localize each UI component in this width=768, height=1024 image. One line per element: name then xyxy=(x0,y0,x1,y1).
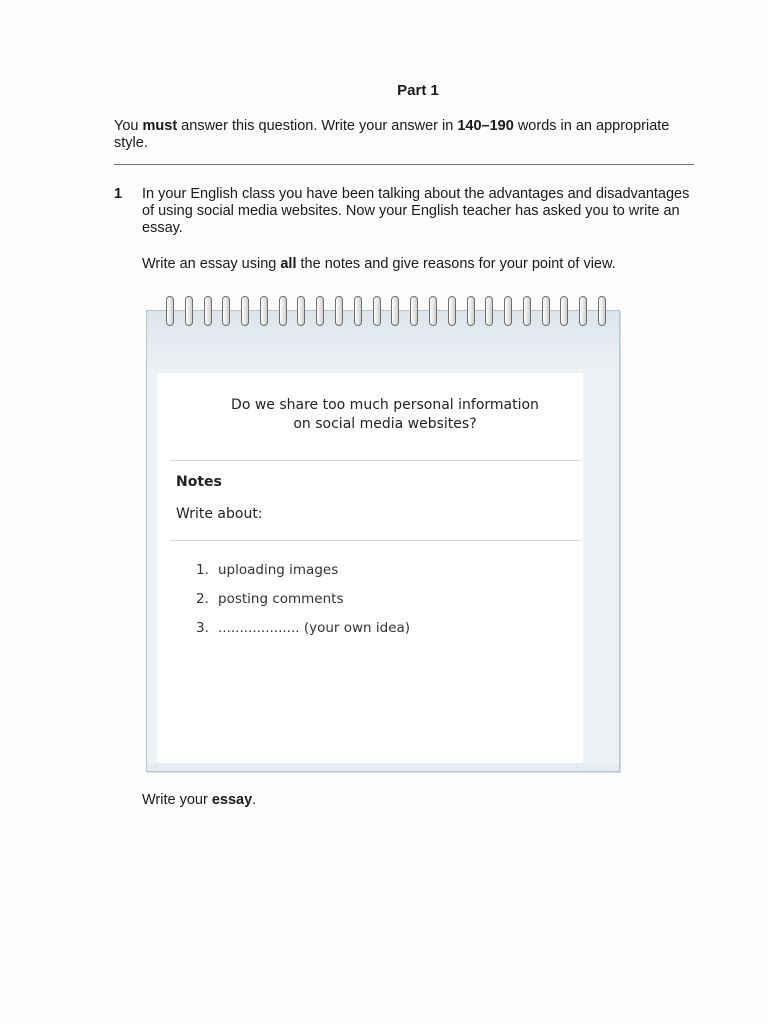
spiral-ring xyxy=(335,296,343,326)
spiral-ring xyxy=(354,296,362,326)
spiral-ring xyxy=(429,296,437,326)
write-essay-text-2: . xyxy=(252,792,257,808)
list-item xyxy=(196,560,410,589)
spiral-ring xyxy=(260,296,268,326)
write-essay-prompt xyxy=(142,792,256,808)
list-item-text: uploading images xyxy=(218,562,339,578)
instructions-word-range: 140–190 xyxy=(457,118,514,134)
spiral-ring xyxy=(523,296,531,326)
list-item-number: 1. xyxy=(196,562,209,578)
notepad-divider xyxy=(170,540,580,541)
spiral-ring xyxy=(560,296,568,326)
spiral-ring xyxy=(222,296,230,326)
spiral-ring xyxy=(579,296,587,326)
write-essay-bold: essay xyxy=(211,792,253,808)
list-item-number: 3. xyxy=(196,620,209,636)
spiral-ring xyxy=(542,296,550,326)
spiral-ring xyxy=(410,296,418,326)
question-instruction-text-1: Write an essay using xyxy=(142,256,281,272)
instructions-text-1: You xyxy=(114,118,143,134)
question-text: In your English class you have been talking about the advantages and disadvantages of using social media websites. Now your English teacher has asked you to write an essay. xyxy=(142,186,690,236)
spiral-ring xyxy=(598,296,606,326)
question-instruction xyxy=(142,256,702,273)
spiral-ring xyxy=(467,296,475,326)
spiral-ring xyxy=(373,296,381,326)
instructions-must: must xyxy=(142,118,178,134)
spiral-binding xyxy=(166,296,606,330)
list-item-number: 2. xyxy=(196,591,209,607)
notes-list xyxy=(196,560,410,647)
part-instructions xyxy=(114,118,674,152)
essay-question-line-2: on social media websites? xyxy=(293,416,477,432)
list-item-text: posting comments xyxy=(218,591,344,607)
question-number: 1 xyxy=(114,186,123,202)
spiral-ring xyxy=(204,296,212,326)
write-essay-text-1: Write your xyxy=(142,792,212,808)
spiral-ring xyxy=(279,296,287,326)
instructions-text-3: words in an appropriate style. xyxy=(114,118,670,151)
essay-question-line-1: Do we share too much personal information xyxy=(231,397,539,413)
notes-heading: Notes xyxy=(176,474,222,490)
list-item xyxy=(196,618,410,647)
question-instruction-text-2: the notes and give reasons for your point of view. xyxy=(296,256,616,272)
section-divider xyxy=(114,164,694,165)
spiral-ring xyxy=(448,296,456,326)
essay-question xyxy=(170,396,600,434)
spiral-notepad xyxy=(146,296,620,774)
spiral-ring xyxy=(185,296,193,326)
notepad-divider xyxy=(170,460,580,461)
list-item-text: ................... (your own idea) xyxy=(218,620,411,636)
spiral-ring xyxy=(504,296,512,326)
question-instruction-all: all xyxy=(280,256,297,272)
instructions-text-2: answer this question. Write your answer in xyxy=(177,118,458,134)
part-title: Part 1 xyxy=(397,82,439,99)
spiral-ring xyxy=(485,296,493,326)
spiral-ring xyxy=(241,296,249,326)
notepad-left-border xyxy=(147,373,157,769)
spiral-ring xyxy=(316,296,324,326)
spiral-ring xyxy=(391,296,399,326)
list-item xyxy=(196,589,410,618)
notepad-paper xyxy=(146,310,620,772)
notepad-bottom-border xyxy=(147,763,619,771)
write-about-label: Write about: xyxy=(176,506,263,522)
spiral-ring xyxy=(297,296,305,326)
spiral-ring xyxy=(166,296,174,326)
